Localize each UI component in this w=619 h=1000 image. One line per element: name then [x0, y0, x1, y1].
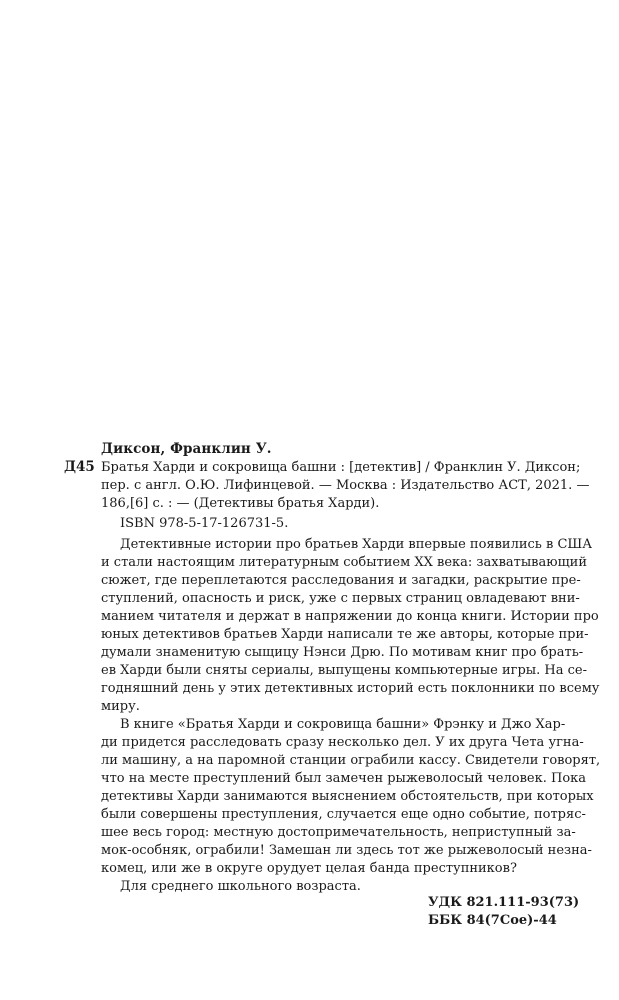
- annotation-line: ли машину, а на паромной станции ограбили кассу. Свидетели говорят,: [101, 753, 601, 768]
- biblio-line: пер. с англ. О.Ю. Лифинцевой. — Москва : Издательство АСТ, 2021. —: [101, 478, 590, 493]
- annotation: [101, 536, 601, 896]
- annotation-line: думали знаменитую сыщицу Нэнси Дрю. По мотивам книг про брать-: [101, 645, 584, 660]
- author-heading: Диксон, Франклин У.: [101, 441, 272, 457]
- annotation-line: и стали настоящим литературным событием XX века: захватывающий: [101, 555, 587, 570]
- bbk-code: ББК 84(7Сое)-44: [428, 913, 557, 928]
- annotation-line: детективы Харди занимаются выяснением обстоятельств, при которых: [101, 789, 594, 804]
- biblio-line: 186,[6] с. : — (Детективы братья Харди).: [101, 496, 380, 511]
- annotation-line: годняшний день у этих детективных историй есть поклонники по всему: [101, 681, 600, 696]
- isbn: ISBN 978-5-17-126731-5.: [120, 516, 289, 531]
- classification-codes: [428, 894, 579, 930]
- annotation-line: сюжет, где переплетаются расследования и загадки, раскрытие пре-: [101, 573, 581, 588]
- bibliographic-description: [101, 459, 590, 513]
- annotation-line: Детективные истории про братьев Харди впервые появились в США: [120, 537, 593, 552]
- annotation-line: были совершены преступления, случается еще одно событие, потряс-: [101, 807, 586, 822]
- age-rating-line: Для среднего школьного возраста.: [120, 879, 361, 894]
- annotation-line: шее весь город: местную достопримечательность, неприступный за-: [101, 825, 576, 840]
- biblio-line: Братья Харди и сокровища башни : [детектив] / Франклин У. Диксон;: [101, 460, 581, 475]
- annotation-line: юных детективов братьев Харди написали те же авторы, которые при-: [101, 627, 589, 642]
- author-code: Д45: [64, 459, 95, 475]
- annotation-line: ди придется расследовать сразу несколько дел. У их друга Чета угна-: [101, 735, 584, 750]
- annotation-line: манием читателя и держат в напряжении до конца книги. Истории про: [101, 609, 599, 624]
- annotation-line: миру.: [101, 699, 140, 714]
- annotation-line: комец, или же в округе орудует целая банда преступников?: [101, 861, 517, 876]
- udk-code: УДК 821.111-93(73): [428, 895, 580, 910]
- annotation-line: ступлений, опасность и риск, уже с первых страниц овладевают вни-: [101, 591, 580, 606]
- annotation-line: мок-особняк, ограбили! Замешан ли здесь тот же рыжеволосый незна-: [101, 843, 592, 858]
- annotation-line: В книге «Братья Харди и сокровища башни» Фрэнку и Джо Хар-: [120, 717, 566, 732]
- annotation-line: ев Харди были сняты сериалы, выпущены компьютерные игры. На се-: [101, 663, 587, 678]
- annotation-line: что на месте преступлений был замечен рыжеволосый человек. Пока: [101, 771, 587, 786]
